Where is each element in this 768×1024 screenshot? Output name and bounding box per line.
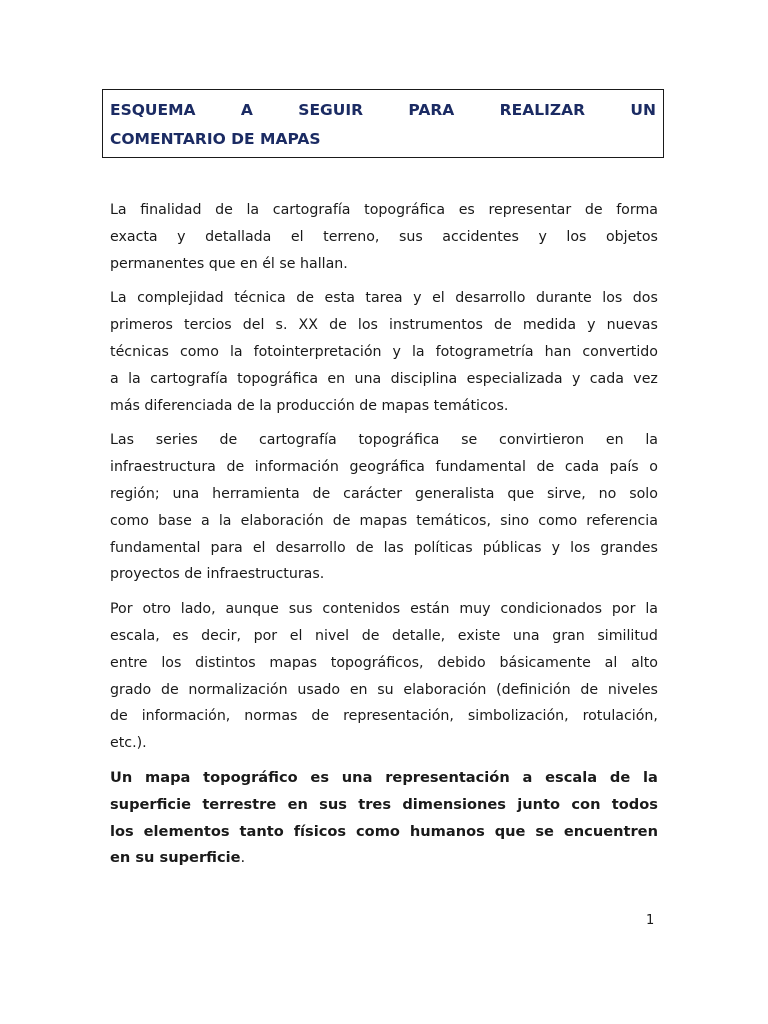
title-line-2: COMENTARIO DE MAPAS bbox=[110, 130, 321, 148]
word: el bbox=[289, 627, 303, 644]
word: una bbox=[512, 627, 540, 644]
word: a bbox=[110, 370, 119, 387]
word: base bbox=[158, 512, 192, 529]
text-line bbox=[110, 339, 658, 366]
word: los bbox=[602, 290, 623, 307]
word: decir, bbox=[201, 627, 241, 644]
word: cada bbox=[589, 370, 624, 387]
word: dimensiones bbox=[402, 795, 506, 813]
text-line bbox=[110, 481, 658, 508]
word: de bbox=[332, 512, 351, 529]
word: están bbox=[410, 601, 450, 618]
title-word: ESQUEMA bbox=[110, 101, 196, 119]
word: de bbox=[536, 459, 555, 476]
text-line bbox=[110, 596, 658, 623]
word: la bbox=[128, 370, 141, 387]
word: técnica bbox=[234, 290, 286, 307]
text-line bbox=[110, 765, 658, 792]
word: solo bbox=[629, 485, 658, 502]
word: sus bbox=[398, 228, 423, 245]
word: de bbox=[110, 708, 128, 725]
text-line bbox=[110, 251, 658, 278]
word: fotogrametría bbox=[435, 343, 534, 360]
text-line bbox=[110, 703, 658, 730]
word: detalle, bbox=[392, 627, 446, 644]
definition-paragraph bbox=[110, 765, 658, 872]
word: físicos bbox=[293, 822, 347, 840]
word: otro bbox=[142, 601, 171, 618]
word: terrestre bbox=[202, 795, 277, 813]
word: el bbox=[290, 228, 304, 245]
word: (definición bbox=[496, 681, 571, 698]
word: de bbox=[311, 708, 330, 725]
word: rotulación, bbox=[582, 708, 658, 725]
word: distintos bbox=[195, 654, 256, 671]
word: Las bbox=[110, 432, 134, 449]
word: representar bbox=[488, 202, 572, 218]
word: de bbox=[355, 539, 374, 556]
word: medida bbox=[522, 317, 577, 334]
word: cartografía bbox=[150, 370, 228, 387]
line-text: permanentes que en él se hallan. bbox=[110, 255, 348, 272]
word: y bbox=[587, 317, 596, 334]
title-word: PARA bbox=[408, 101, 455, 119]
word: topográfica bbox=[364, 202, 446, 218]
word: escala, bbox=[110, 627, 160, 644]
word: detallada bbox=[205, 228, 272, 245]
word: de bbox=[296, 290, 314, 307]
word: topográfico bbox=[203, 768, 298, 786]
word: de bbox=[494, 317, 512, 334]
word: no bbox=[598, 485, 617, 502]
word: tres bbox=[358, 795, 392, 813]
word: en bbox=[287, 795, 308, 813]
word: XX bbox=[298, 317, 318, 334]
word: sino bbox=[500, 512, 530, 529]
word: los bbox=[570, 539, 591, 556]
word: similitud bbox=[597, 627, 658, 644]
text-line bbox=[110, 197, 658, 224]
word: la bbox=[246, 202, 260, 218]
word: terreno, bbox=[323, 228, 380, 245]
word: tarea bbox=[365, 290, 403, 307]
word: instrumentos bbox=[389, 317, 483, 334]
text-line bbox=[110, 535, 658, 562]
word: de bbox=[219, 432, 238, 449]
line-text: más diferenciada de la producción de mapas temáticos. bbox=[110, 397, 509, 414]
word: el bbox=[252, 539, 266, 556]
word: región; bbox=[110, 485, 160, 502]
word: sirve, bbox=[546, 485, 586, 502]
word: alto bbox=[631, 654, 658, 671]
word: condicionados bbox=[500, 601, 603, 618]
text-line bbox=[110, 819, 658, 846]
word: mapas bbox=[359, 512, 408, 529]
word: elaboración bbox=[240, 512, 324, 529]
word: en bbox=[327, 370, 346, 387]
line-text: etc.). bbox=[110, 735, 147, 752]
word: fundamental bbox=[110, 539, 201, 556]
title-word: SEGUIR bbox=[298, 101, 364, 119]
word: carácter bbox=[343, 485, 403, 502]
word: como bbox=[110, 512, 149, 529]
word: objetos bbox=[605, 228, 658, 245]
word: a bbox=[201, 512, 210, 529]
word: y bbox=[538, 228, 547, 245]
word: representación, bbox=[343, 708, 454, 725]
word: La bbox=[110, 202, 127, 218]
word: de bbox=[312, 485, 331, 502]
word: esta bbox=[324, 290, 355, 307]
word: en bbox=[605, 432, 624, 449]
word: topográfica bbox=[358, 432, 440, 449]
word: de bbox=[329, 317, 347, 334]
word: primeros bbox=[110, 317, 173, 334]
word: existe bbox=[457, 627, 501, 644]
word: debido bbox=[437, 654, 486, 671]
word: de bbox=[580, 681, 599, 698]
word: disciplina bbox=[390, 370, 458, 387]
word: al bbox=[604, 654, 618, 671]
word: país bbox=[609, 459, 639, 476]
word: contenidos bbox=[322, 601, 401, 618]
line-text: en su superficie bbox=[110, 849, 241, 867]
page-number: 1 bbox=[646, 913, 655, 928]
word: de bbox=[215, 202, 233, 218]
word: que bbox=[507, 485, 535, 502]
word: en bbox=[349, 681, 368, 698]
word: es bbox=[458, 202, 475, 218]
word: fotointerpretación bbox=[253, 343, 382, 360]
word: escala bbox=[545, 768, 598, 786]
word: tercios bbox=[184, 317, 232, 334]
title-box bbox=[102, 89, 664, 158]
word: información bbox=[254, 459, 339, 476]
word: representación bbox=[385, 768, 510, 786]
text-line bbox=[110, 677, 658, 704]
word: técnicas bbox=[110, 343, 169, 360]
word: lado, bbox=[180, 601, 216, 618]
word: s. bbox=[275, 317, 288, 334]
word: temáticos, bbox=[416, 512, 491, 529]
word: por bbox=[253, 627, 278, 644]
word: de bbox=[160, 681, 179, 698]
text-line bbox=[110, 454, 658, 481]
word: grandes bbox=[600, 539, 658, 556]
word: que bbox=[494, 822, 526, 840]
word: es bbox=[172, 627, 189, 644]
word: cada bbox=[564, 459, 600, 476]
word: humanos bbox=[409, 822, 485, 840]
word: como bbox=[538, 512, 578, 529]
word: y bbox=[551, 539, 561, 556]
title-word: UN bbox=[630, 101, 656, 119]
word: han bbox=[544, 343, 572, 360]
text-line bbox=[110, 285, 658, 312]
title-word: A bbox=[240, 101, 253, 119]
word: la bbox=[411, 343, 425, 360]
word: muy bbox=[459, 601, 491, 618]
word: junto bbox=[517, 795, 561, 813]
word: especializada bbox=[466, 370, 563, 387]
word: simbolización, bbox=[467, 708, 569, 725]
word: información, bbox=[141, 708, 231, 725]
paragraph-3 bbox=[110, 427, 658, 588]
word: a bbox=[522, 768, 533, 786]
word: tanto bbox=[239, 822, 284, 840]
text-line bbox=[110, 561, 658, 588]
word: todos bbox=[611, 795, 658, 813]
word: elaboración bbox=[403, 681, 487, 698]
text-line bbox=[110, 393, 658, 420]
word: las bbox=[383, 539, 404, 556]
body-text bbox=[110, 197, 658, 880]
text-line bbox=[110, 366, 658, 393]
word: los bbox=[110, 822, 134, 840]
word: sus bbox=[288, 601, 313, 618]
word: una bbox=[354, 370, 382, 387]
word: infraestructura bbox=[110, 459, 216, 476]
text-line bbox=[110, 792, 658, 819]
word: desarrollo bbox=[455, 290, 526, 307]
word: aunque bbox=[225, 601, 279, 618]
word: como bbox=[179, 343, 219, 360]
word: series bbox=[155, 432, 198, 449]
text-line bbox=[110, 427, 658, 454]
title-line-1 bbox=[110, 96, 656, 125]
text-line bbox=[110, 845, 658, 872]
text-line bbox=[110, 730, 658, 757]
word: una bbox=[341, 768, 373, 786]
word: de bbox=[609, 768, 631, 786]
word: para bbox=[210, 539, 243, 556]
word: entre bbox=[110, 654, 148, 671]
text-line bbox=[110, 508, 658, 535]
text-line bbox=[110, 312, 658, 339]
word: nuevas bbox=[606, 317, 658, 334]
word: su bbox=[377, 681, 394, 698]
word: mapa bbox=[145, 768, 191, 786]
word: se bbox=[535, 822, 554, 840]
word: y bbox=[413, 290, 422, 307]
text-line bbox=[110, 224, 658, 251]
word: niveles bbox=[607, 681, 658, 698]
word: de bbox=[584, 202, 603, 218]
word: una bbox=[172, 485, 200, 502]
word: fundamental bbox=[435, 459, 526, 476]
paragraph-1 bbox=[110, 197, 658, 277]
word: usado bbox=[297, 681, 341, 698]
word: es bbox=[310, 768, 330, 786]
word: generalista bbox=[414, 485, 495, 502]
word: los bbox=[161, 654, 182, 671]
word: durante bbox=[535, 290, 592, 307]
word: el bbox=[432, 290, 445, 307]
word: la bbox=[218, 512, 232, 529]
word: convertido bbox=[582, 343, 658, 360]
word: Por bbox=[110, 601, 133, 618]
word: públicas bbox=[482, 539, 542, 556]
word: nivel bbox=[315, 627, 350, 644]
line-text: proyectos de infraestructuras. bbox=[110, 566, 325, 583]
paragraph-4 bbox=[110, 596, 658, 757]
word: se bbox=[461, 432, 478, 449]
word: cartografía bbox=[272, 202, 351, 218]
text-line bbox=[110, 650, 658, 677]
word: con bbox=[571, 795, 601, 813]
word: sus bbox=[319, 795, 347, 813]
word: desarrollo bbox=[275, 539, 346, 556]
word: convirtieron bbox=[499, 432, 585, 449]
word: y bbox=[177, 228, 186, 245]
word: y bbox=[571, 370, 581, 387]
word: por bbox=[611, 601, 636, 618]
word: accidentes bbox=[442, 228, 519, 245]
word: políticas bbox=[413, 539, 473, 556]
word: Un bbox=[110, 768, 133, 786]
word: los bbox=[357, 317, 378, 334]
word: complejidad bbox=[137, 290, 224, 307]
title-word: REALIZAR bbox=[499, 101, 586, 119]
word: del bbox=[242, 317, 265, 334]
word: mapas bbox=[269, 654, 317, 671]
text-line bbox=[110, 623, 658, 650]
word: topográficos, bbox=[330, 654, 424, 671]
word: herramienta bbox=[212, 485, 300, 502]
word: o bbox=[649, 459, 658, 476]
paragraph-2 bbox=[110, 285, 658, 419]
word: topográfica bbox=[237, 370, 319, 387]
word: de bbox=[226, 459, 245, 476]
word: encuentren bbox=[563, 822, 658, 840]
word: referencia bbox=[586, 512, 658, 529]
word: básicamente bbox=[499, 654, 591, 671]
word: la bbox=[643, 768, 658, 786]
word: normalización bbox=[188, 681, 288, 698]
word: cartografía bbox=[259, 432, 337, 449]
word: normas bbox=[244, 708, 298, 725]
word: los bbox=[566, 228, 587, 245]
trailing-period: . bbox=[240, 849, 246, 867]
word: geográfica bbox=[349, 459, 425, 476]
word: finalidad bbox=[140, 202, 202, 218]
word: grado bbox=[110, 681, 152, 698]
word: La bbox=[110, 290, 127, 307]
word: la bbox=[645, 432, 658, 449]
word: de bbox=[361, 627, 380, 644]
word: dos bbox=[632, 290, 658, 307]
word: superficie bbox=[110, 795, 191, 813]
word: vez bbox=[633, 370, 658, 387]
word: la bbox=[645, 601, 658, 618]
word: gran bbox=[552, 627, 585, 644]
word: exacta bbox=[110, 228, 158, 245]
word: la bbox=[229, 343, 243, 360]
word: y bbox=[392, 343, 401, 360]
word: como bbox=[356, 822, 400, 840]
word: elementos bbox=[143, 822, 230, 840]
word: forma bbox=[616, 202, 658, 218]
